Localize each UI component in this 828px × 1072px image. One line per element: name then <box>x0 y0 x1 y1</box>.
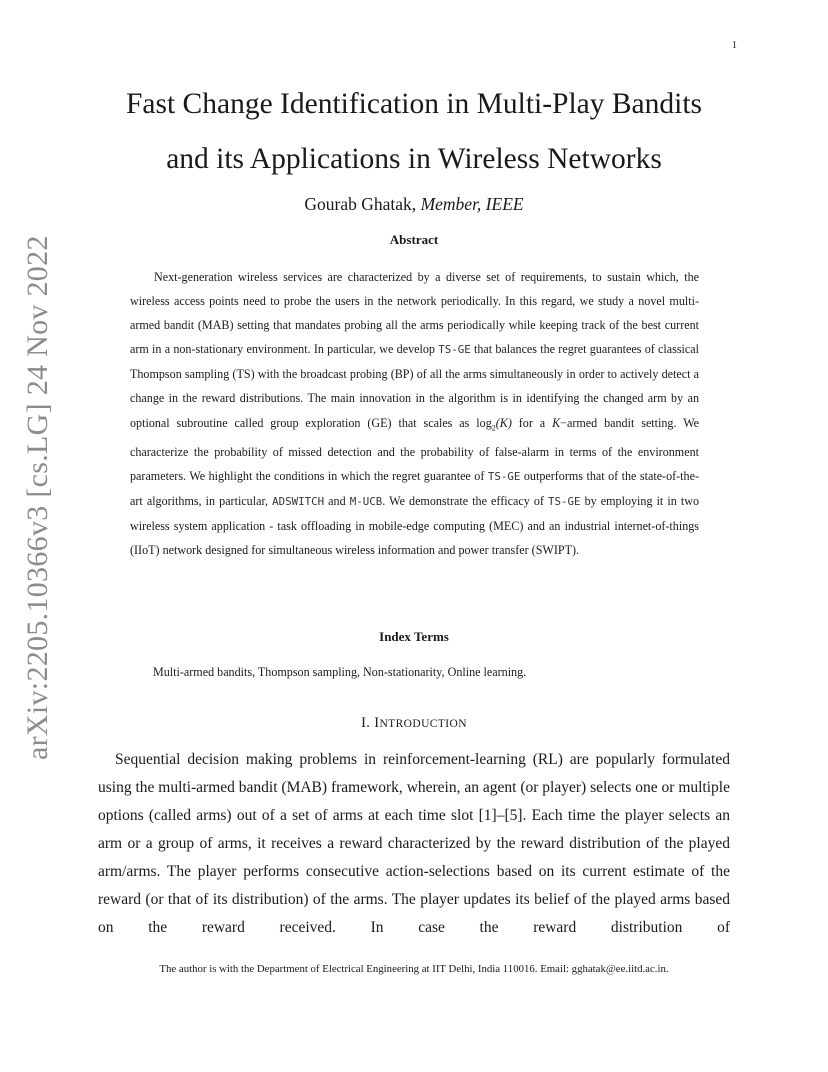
abstract-text: by employing it in two wireless system application - task offloading in mobile-edge computing (MEC) and an industrial internet-of-things (IIoT) network designed for simultaneous wireless information and power transfer (SWIPT). <box>130 494 699 558</box>
abstract-text: −armed bandit setting. We characterize the probability of missed detection and the probability of false-alarm in terms of the environment parameters. We highlight the conditions in which the regret guarantee of <box>130 415 700 484</box>
section-title-smallcaps: NTRODUCTION <box>379 718 467 730</box>
introduction-paragraph <box>98 746 730 942</box>
author-role: Member, IEEE <box>420 194 524 214</box>
abstract-text: outperforms that of the state-of-the-art algorithms, in particular, <box>130 469 699 509</box>
introduction-heading <box>60 715 768 732</box>
index-terms-heading: Index Terms <box>379 629 449 644</box>
abstract-text: for a <box>511 415 553 430</box>
author-name: Gourab Ghatak, <box>304 194 417 214</box>
arxiv-identifier[interactable]: arXiv:2205.10366v3 [cs.LG] 24 Nov 2022 <box>21 235 54 760</box>
paper-title <box>60 77 768 187</box>
abstract-heading: Abstract <box>389 232 439 247</box>
math-subscript: 2 <box>491 422 496 432</box>
algorithm-name: TS-GE <box>548 495 581 509</box>
algorithm-name: TS-GE <box>438 343 471 357</box>
abstract-text: that balances the regret guarantees of classical Thompson sampling (TS) with the broadcast probing (BP) of all the arms simultaneously in order to actively detect a change in the reward distributions. The main innovation in the algorithm is in identifying the changed arm by an optional subroutine called group exploration (GE) that scales as <box>130 342 700 430</box>
section-numeral: I. I <box>361 715 380 731</box>
index-terms-text: Multi-armed bandits, Thompson sampling, Non-stationarity, Online learning. <box>153 665 527 679</box>
abstract-text: and <box>324 494 350 509</box>
author-footnote: The author is with the Department of Electrical Engineering at IIT Delhi, India 110016. Email: gghatak@ee.iitd.ac.in. <box>159 963 669 975</box>
introduction-text: Sequential decision making problems in reinforcement-learning (RL) are popularly formulated using the multi-armed bandit (MAB) framework, wherein, an agent (or player) selects one or multiple options (called arms) out of a set of arms at each time slot [1]–[5]. Each time the player selects an arm or a group of arms, it receives a reward characterized by the reward distribution of the played arm/arms. The player performs consecutive action-selections based on its current estimate of the reward (or that of its distribution) of the arms. The player updates its belief of the played arms based on the reward received. In case the reward distribution of <box>98 751 730 936</box>
abstract-text: Next-generation wireless services are characterized by a diverse set of requirements, to sustain which, the wireless access points need to probe the users in the network periodically. In this regard, we study a novel multi-armed bandit (MAB) setting that mandates probing all the arms periodically while keeping track of the best current arm in a non-stationary environment. In particular, we develop <box>130 270 699 357</box>
abstract-text: . We demonstrate the efficacy of <box>382 494 548 509</box>
algorithm-name: TS-GE <box>487 470 521 484</box>
title-line-1: Fast Change Identification in Multi-Play Bandits <box>126 88 702 120</box>
math-argument: (K) <box>495 415 512 430</box>
title-line-2: and its Applications in Wireless Networks <box>166 143 662 175</box>
author-line <box>60 194 768 215</box>
abstract-body <box>130 265 699 563</box>
math-log: log <box>476 415 492 430</box>
algorithm-name: M-UCB <box>349 495 383 509</box>
page-number: 1 <box>732 40 737 51</box>
algorithm-name: ADSWITCH <box>272 495 325 509</box>
math-k: K <box>552 415 561 430</box>
